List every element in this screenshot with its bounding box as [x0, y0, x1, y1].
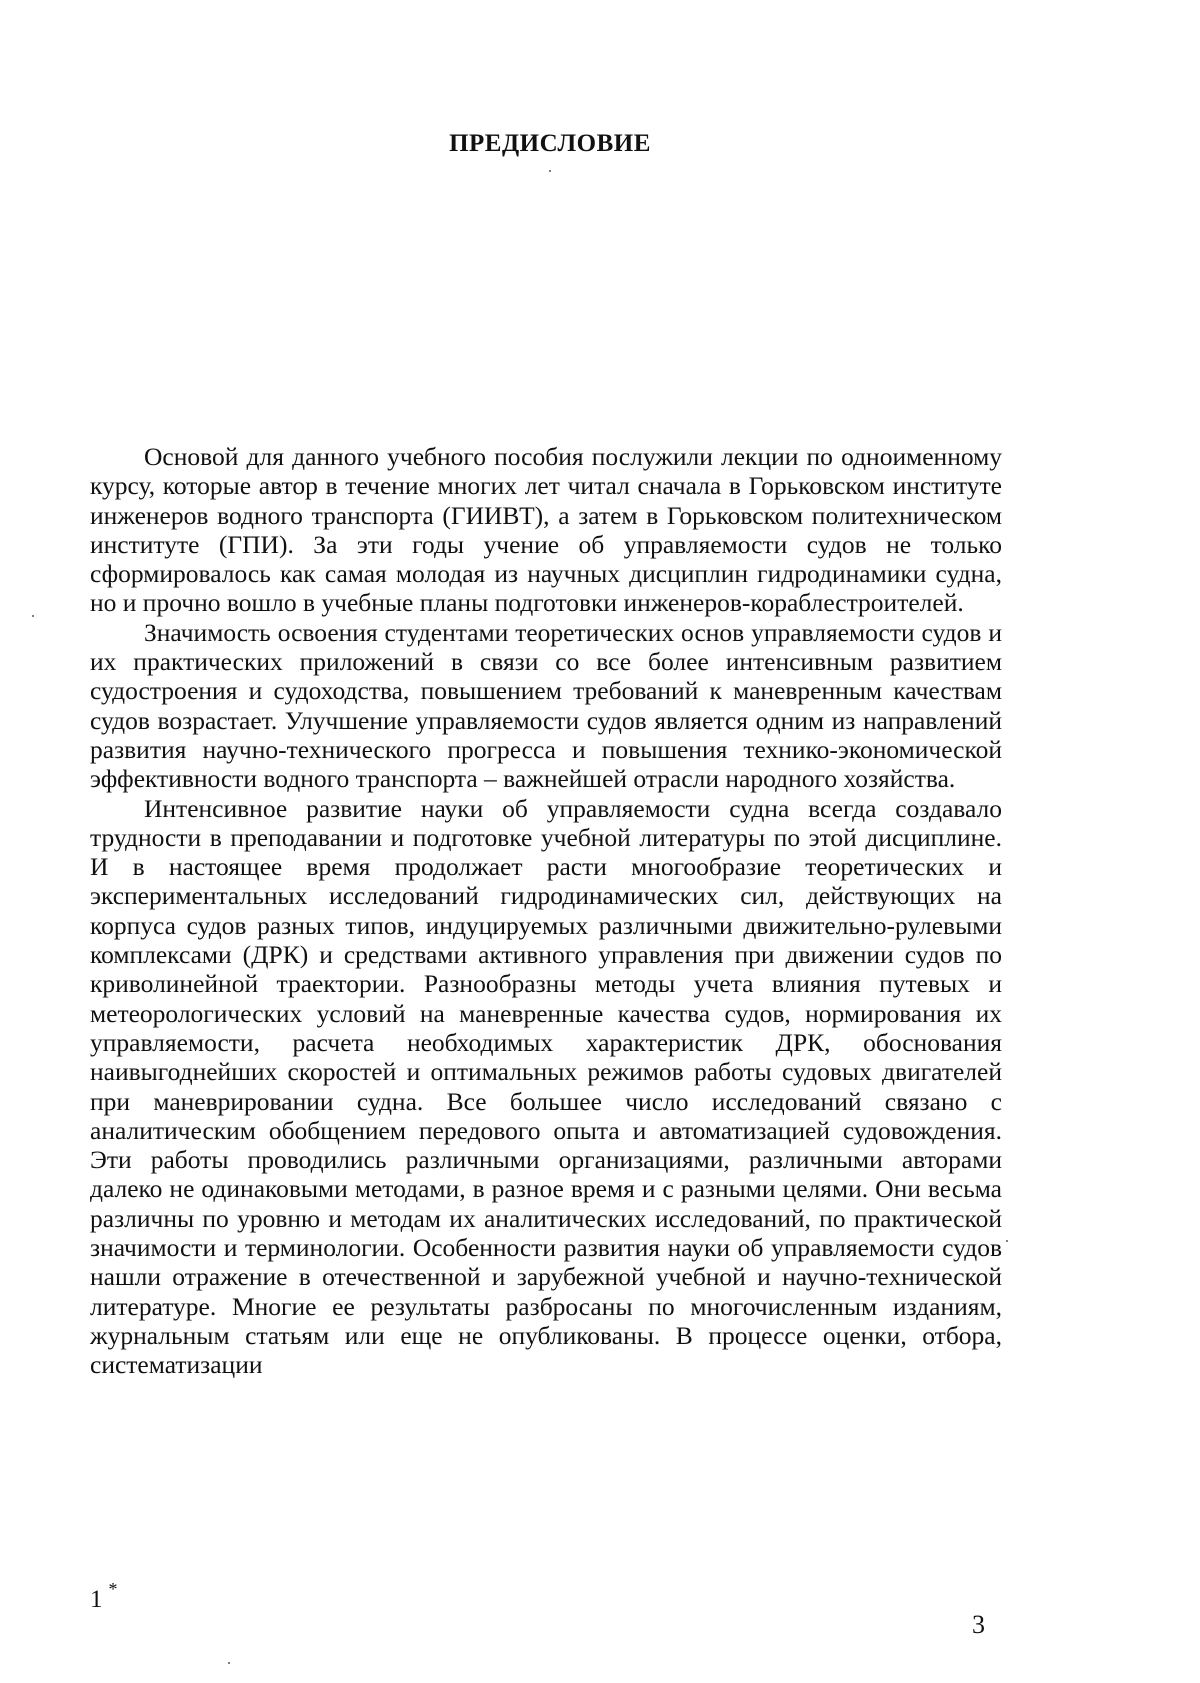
scan-speck: [549, 170, 551, 172]
page-number: 3: [972, 1610, 985, 1639]
scan-speck: [1006, 1240, 1008, 1242]
paragraph-2: Значимость освоения студентами теоретических основ управляемости судов и их практических приложений в связи со все более интенсивным развитием судостроения и судоходства, повышением требований к маневренным качествам судов возрастает. Улучшение управляемости судов является одним из направлений развития научно-технического прогресса и повышения технико-экономической эффективности водного транспорта – важнейшей отрасли народного хозяйства.: [90, 617, 1002, 794]
paragraph-3: Интенсивное развитие науки об управляемости судна всегда создавало трудности в преподавании и подготовке учебной литературы по этой дисциплине. И в настоящее время продолжает расти многообразие теоретических и экспериментальных исследований гидродинамических сил, действующих на корпуса судов разных типов, индуцируемых различными движительно-рулевыми комплексами (ДРК) и средствами активного управления при движении судов по криволинейной траектории. Разнообразны методы учета влияния путевых и метеорологических условий на маневренные качества судов, нормирования их управляемости, расчета необходимых характеристик ДРК, обоснования наивыгоднейших скоростей и оптимальных режимов работы судовых двигателей при маневрировании судна. Все большее число исследований связано с аналитическим обобщением передового опыта и автоматизацией судовождения. Эти работы проводились различными организациями, различными авторами далеко не одинаковыми методами, в разное время и с разными целями. Они весьма различны по уровню и методам их аналитических исследований, по практической значимости и терминологии. Особенности развития науки об управляемости судов нашли отражение в отечественной и зарубежной учебной и научно-технической литературе. Многие ее результаты разбросаны по многочисленным изданиям, журнальным статьям или еще не опубликованы. В процессе оценки, отбора, систематизации: [90, 793, 1002, 1380]
scan-speck: [228, 1662, 230, 1664]
paragraph-1: Основой для данного учебного пособия послужили лекции по одноименному курсу, которые автор в течение многих лет читал сначала в Горьковском институте инженеров водного транспорта (ГИИВТ), а затем в Горьковском политехническом институте (ГПИ). За эти годы учение об управляемости судов не только сформировалось как самая молодая из научных дисциплин гидродинамики судна, но и прочно вошло в учебные планы подготовки инженеров-кораблестроителей.: [90, 442, 1002, 618]
page-title: ПРЕДИСЛОВИЕ: [449, 130, 651, 157]
scan-speck: [32, 615, 34, 617]
body-text: [90, 442, 1002, 1380]
signature-number: 1: [90, 1586, 103, 1613]
signature-star: *: [108, 1579, 118, 1599]
signature-mark: [90, 1579, 118, 1614]
